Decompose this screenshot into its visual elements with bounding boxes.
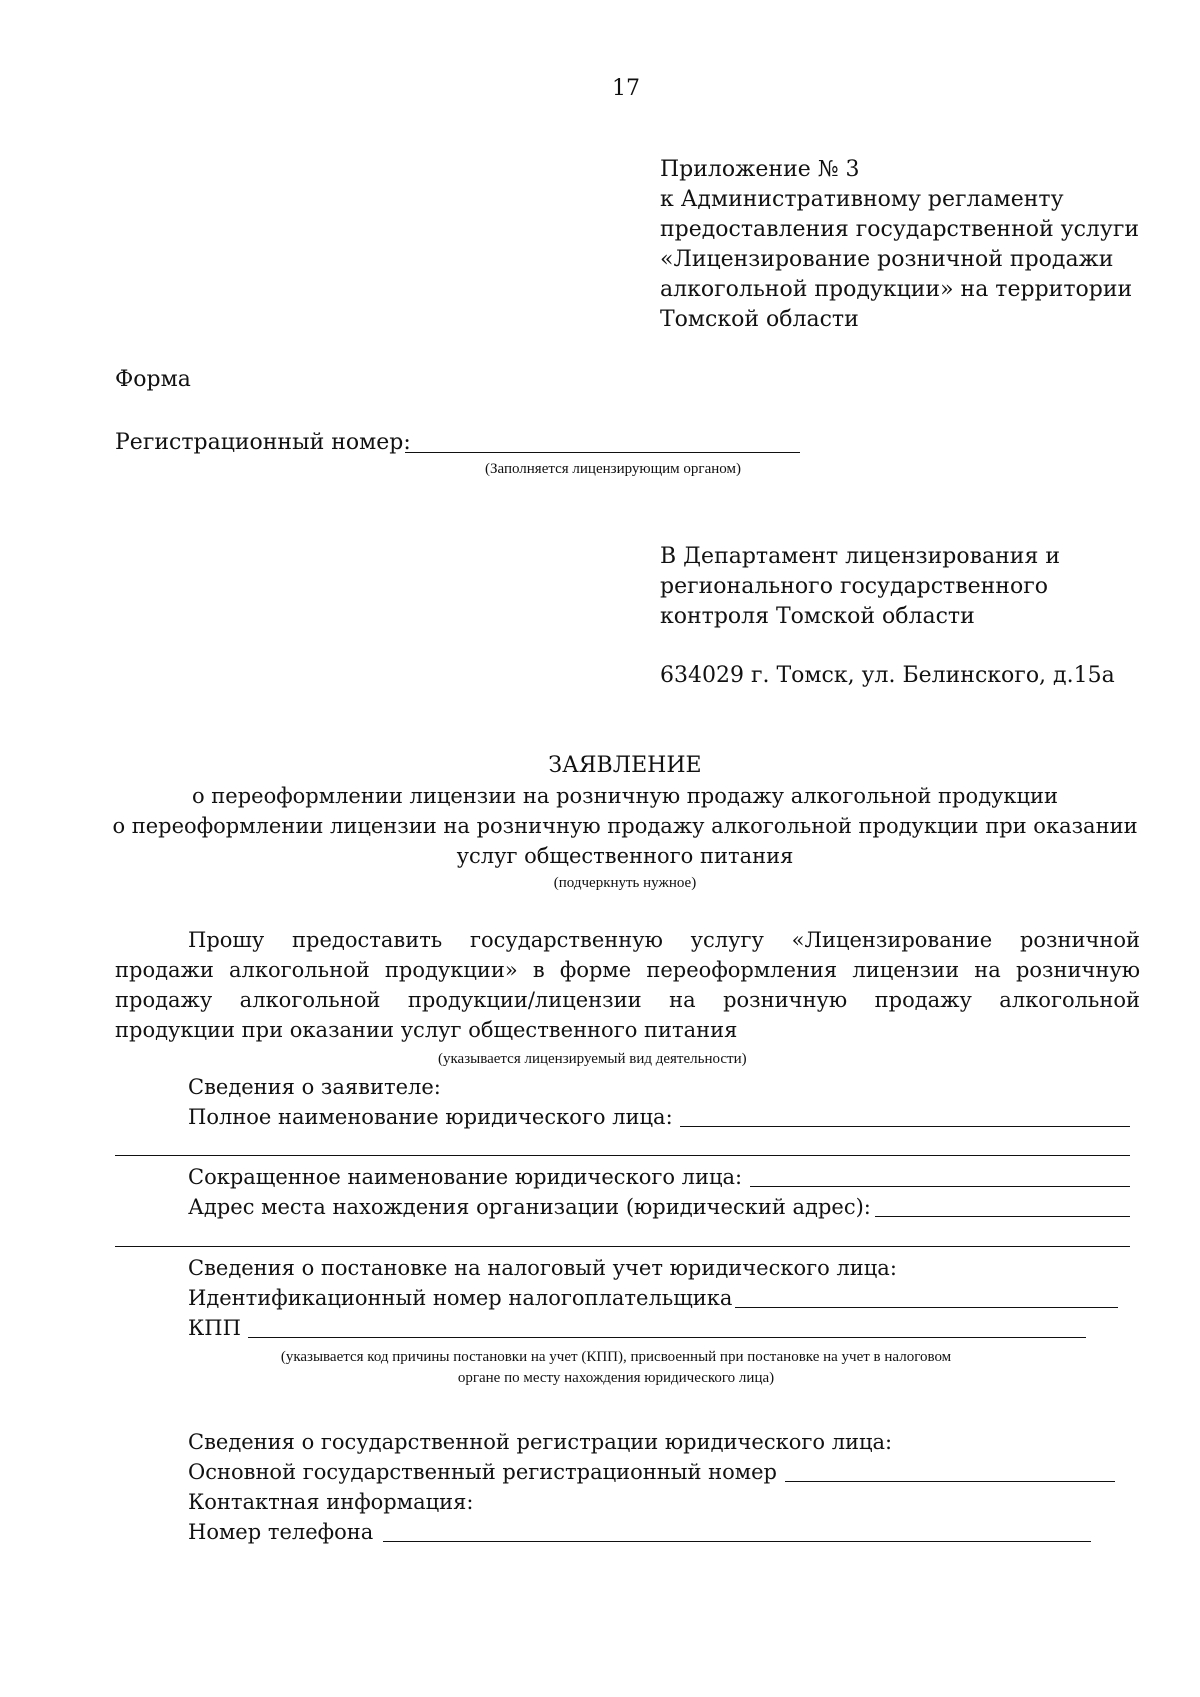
appendix-line: алкогольной продукции» на территории [660, 277, 1133, 302]
ogrn-field-line[interactable] [785, 1481, 1115, 1482]
inn-label: Идентификационный номер налогоплательщика [188, 1286, 733, 1310]
kpp-field-line[interactable] [248, 1337, 1086, 1338]
appendix-line: Приложение № 3 [660, 157, 860, 182]
document-title: ЗАЯВЛЕНИЕ [548, 753, 702, 778]
ogrn-label: Основной государственный регистрационный номер [188, 1460, 777, 1484]
phone-label: Номер телефона [188, 1520, 374, 1544]
page-number: 17 [612, 76, 640, 101]
appendix-line: Томской области [660, 307, 859, 332]
applicant-header: Сведения о заявителе: [188, 1075, 441, 1099]
form-label: Форма [115, 367, 191, 392]
full-name-label: Полное наименование юридического лица: [188, 1105, 673, 1129]
address-label: Адрес места нахождения организации (юридический адрес): [188, 1195, 871, 1219]
registration-label: Регистрационный номер: [115, 430, 411, 455]
request-paragraph: Прошу предоставить государственную услугу «Лицензирование розничной продажи алкогольной продукции» в форме переоформления лицензии на розничную продажу алкогольной продукции/лицензии на розничную продажу алкогольной продукции при оказании услуг общественного питания [115, 928, 1140, 1042]
kpp-note-1: (указывается код причины постановки на учет (КПП), присвоенный при постановке на учет в налоговом [280, 1349, 952, 1365]
title-line-3: услуг общественного питания [456, 844, 794, 868]
kpp-note-2: органе по месту нахождения юридического лица) [457, 1370, 775, 1386]
short-name-field-line[interactable] [750, 1186, 1130, 1187]
kpp-label: КПП [188, 1316, 241, 1340]
title-line-2: о переоформлении лицензии на розничную продажу алкогольной продукции при оказании [112, 814, 1138, 838]
registration-field-line[interactable] [405, 452, 800, 453]
address-field-line-2[interactable] [115, 1246, 1130, 1247]
recipient-line: контроля Томской области [660, 604, 975, 629]
inn-field-line[interactable] [735, 1307, 1118, 1308]
appendix-line: к Административному регламенту [660, 187, 1064, 212]
request-note: (указывается лицензируемый вид деятельности) [438, 1051, 747, 1067]
appendix-line: «Лицензирование розничной продажи [660, 247, 1114, 272]
appendix-line: предоставления государственной услуги [660, 217, 1140, 242]
title-note: (подчеркнуть нужное) [553, 875, 697, 891]
recipient-line: В Департамент лицензирования и [660, 544, 1060, 569]
tax-header: Сведения о постановке на налоговый учет юридического лица: [188, 1256, 897, 1280]
title-line-1: о переоформлении лицензии на розничную продажу алкогольной продукции [191, 784, 1059, 808]
recipient-address: 634029 г. Томск, ул. Белинского, д.15а [660, 663, 1115, 688]
recipient-line: регионального государственного [660, 574, 1048, 599]
state-registration-header: Сведения о государственной регистрации юридического лица: [188, 1430, 893, 1454]
phone-field-line[interactable] [383, 1541, 1091, 1542]
contacts-header: Контактная информация: [188, 1490, 474, 1514]
full-name-field-line-2[interactable] [115, 1155, 1130, 1156]
recipient-block [660, 542, 1060, 632]
appendix-block [660, 155, 1139, 335]
full-name-field-line[interactable] [680, 1126, 1130, 1127]
registration-note: (Заполняется лицензирующим органом) [485, 461, 741, 477]
short-name-label: Сокращенное наименование юридического лица: [188, 1165, 743, 1189]
address-field-line[interactable] [875, 1216, 1130, 1217]
